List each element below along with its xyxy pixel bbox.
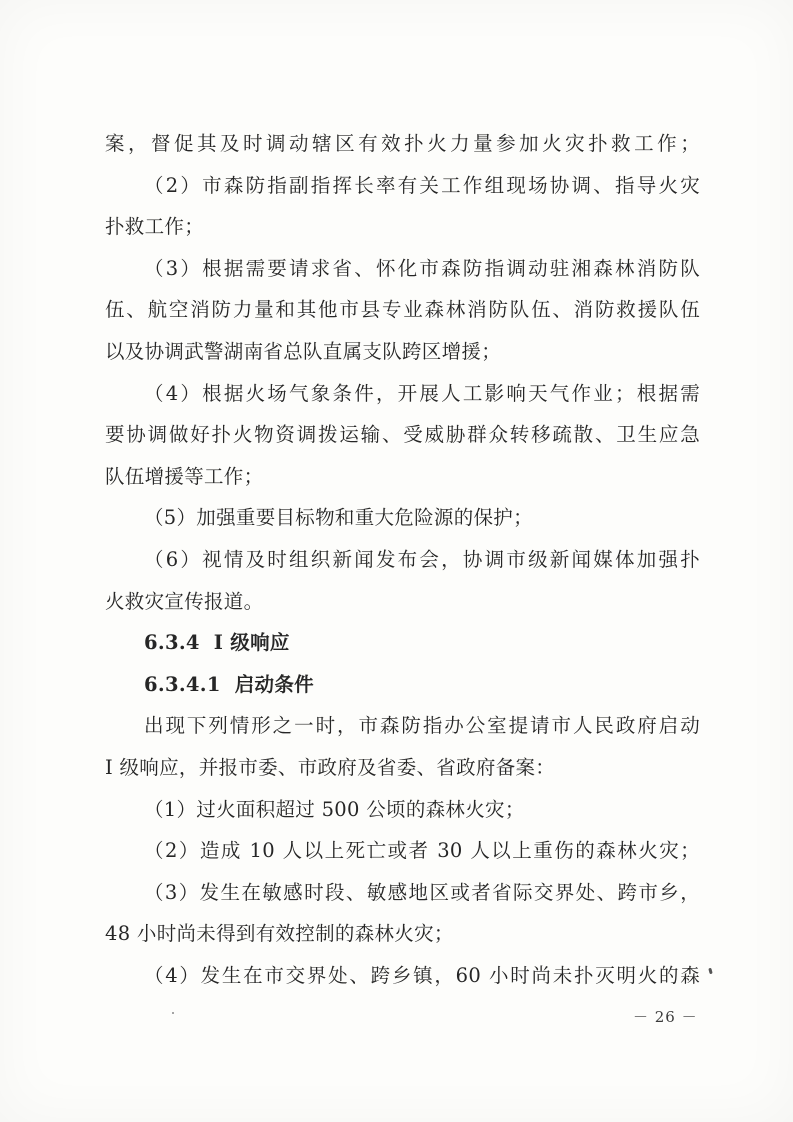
scan-speck <box>708 968 712 975</box>
paragraph-line: （2）市森防指副指挥长率有关工作组现场协调、指导火灾 <box>144 173 700 197</box>
paragraph-line: I 级响应，并报市委、市政府及省委、省政府备案： <box>105 755 556 779</box>
paragraph-line: 48 小时尚未得到有效控制的森林火灾； <box>105 922 454 946</box>
paragraph-line: （2）造成 10 人以上死亡或者 30 人以上重伤的森林火灾； <box>144 839 700 863</box>
paragraph-line: （6）视情及时组织新闻发布会，协调市级新闻媒体加强扑 <box>144 547 700 571</box>
scan-speck <box>172 1012 174 1014</box>
document-body <box>105 123 700 996</box>
paragraph-line: （3）发生在敏感时段、敏感地区或者省际交界处、跨市乡， <box>144 880 700 904</box>
paragraph-line: 案，督促其及时调动辖区有效扑火力量参加火灾扑救工作； <box>105 132 700 155</box>
section-heading-title: I 级响应 <box>213 631 290 655</box>
subsection-heading <box>105 664 700 706</box>
page-number: － 26 － <box>633 1008 698 1026</box>
paragraph-line: 伍、航空消防力量和其他市县专业森林消防队伍、消防救援队伍 <box>105 298 700 322</box>
subsection-heading-number: 6.3.4.1 <box>144 672 221 696</box>
paragraph-line: （4）发生在市交界处、跨乡镇，60 小时尚未扑灭明火的森 <box>144 963 700 987</box>
subsection-heading-title: 启动条件 <box>234 672 314 696</box>
paragraph-line: （4）根据火场气象条件，开展人工影响天气作业；根据需 <box>144 381 700 405</box>
paragraph-line: 出现下列情形之一时，市森防指办公室提请市人民政府启动 <box>144 714 700 738</box>
paragraph-line: 队伍增援等工作； <box>105 464 264 488</box>
section-heading-number: 6.3.4 <box>144 631 200 655</box>
paragraph-line: （5）加强重要目标物和重大危险源的保护； <box>144 506 533 530</box>
paragraph-line: 扑救工作； <box>105 215 205 239</box>
paragraph-line: 以及协调武警湖南省总队直属支队跨区增援； <box>105 339 502 363</box>
paragraph-line: 火救灾宣传报道。 <box>105 589 264 613</box>
paragraph-line: （3）根据需要请求省、怀化市森防指调动驻湘森林消防队 <box>144 256 700 280</box>
paragraph-line: （1）过火面积超过 500 公顷的森林火灾； <box>144 797 525 821</box>
section-heading <box>105 622 700 664</box>
paragraph-line: 要协调做好扑火物资调拨运输、受威胁群众转移疏散、卫生应急 <box>105 423 700 447</box>
